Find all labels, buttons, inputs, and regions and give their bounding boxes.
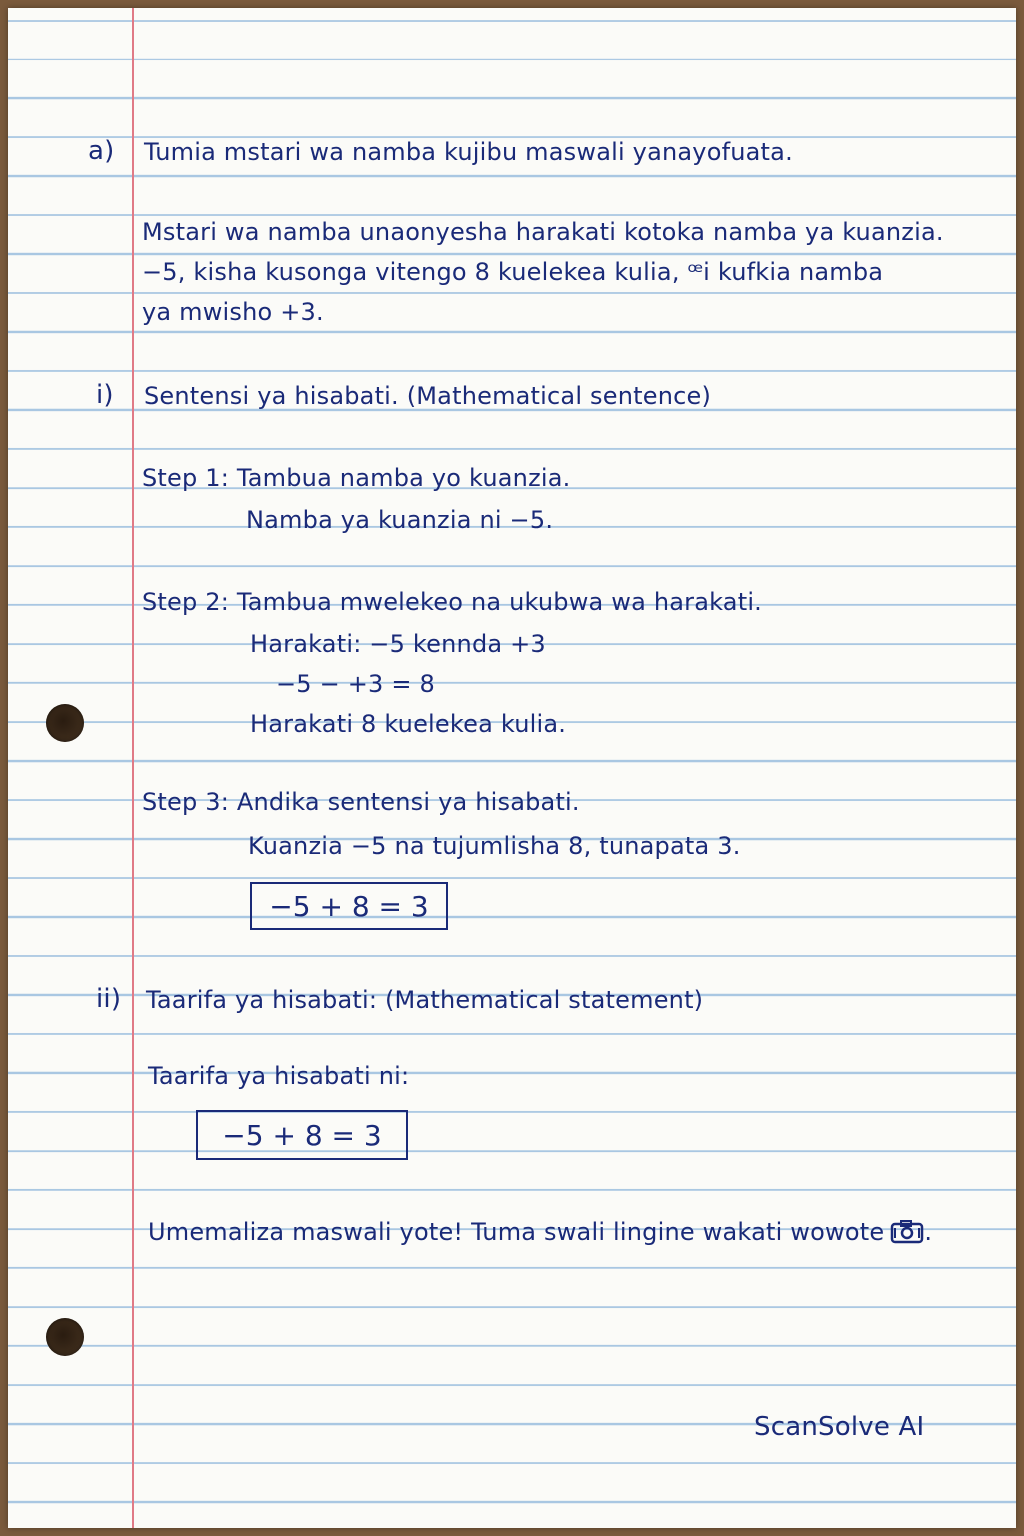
part-ii-label: ii) (96, 984, 122, 1014)
camera-icon (890, 1220, 924, 1244)
margin-line (132, 8, 134, 1528)
step3-detail: Kuanzia −5 na tujumlisha 8, tunapata 3. (248, 832, 741, 860)
part-a-heading: Tumia mstari wa namba kujibu maswali yanayofuata. (144, 138, 793, 166)
step1-detail: Namba ya kuanzia ni −5. (246, 506, 554, 534)
part-a-label: a) (88, 136, 115, 166)
step1-title: Step 1: Tambua namba yo kuanzia. (142, 464, 571, 492)
step2-line2: −5 − +3 = 8 (276, 670, 435, 698)
part-ii-intro: Taarifa ya hisabati ni: (148, 1062, 410, 1090)
part-i-heading: Sentensi ya hisabati. (Mathematical sentence) (144, 382, 712, 410)
answer-box-sentence: −5 + 8 = 3 (250, 882, 448, 930)
signature: ScanSolve AI (754, 1412, 925, 1442)
step2-line3: Harakati 8 kuelekea kulia. (250, 710, 567, 738)
part-ii-heading: Taarifa ya hisabati: (Mathematical statement) (146, 986, 704, 1014)
step2-line1: Harakati: −5 kennda +3 (250, 630, 546, 658)
notebook-page (8, 8, 1016, 1528)
part-a-intro-line2: −5, kisha kusonga vitengo 8 kuelekea kulia, ꟹi kufkia namba (142, 258, 884, 286)
step3-title: Step 3: Andika sentensi ya hisabati. (142, 788, 580, 816)
closing-end-punct: . (924, 1218, 933, 1246)
closing-text: Umemaliza maswali yote! Tuma swali lingine wakati wowote (148, 1218, 885, 1246)
answer-box-statement: −5 + 8 = 3 (196, 1110, 408, 1160)
punch-hole-lower (46, 1318, 84, 1356)
closing-line (148, 1218, 932, 1246)
part-i-label: i) (96, 380, 114, 410)
part-a-intro-line1: Mstari wa namba unaonyesha harakati kotoka namba ya kuanzia. (142, 218, 944, 246)
punch-hole-upper (46, 704, 84, 742)
part-a-intro-line3: ya mwisho +3. (142, 298, 324, 326)
step2-title: Step 2: Tambua mwelekeo na ukubwa wa harakati. (142, 588, 763, 616)
